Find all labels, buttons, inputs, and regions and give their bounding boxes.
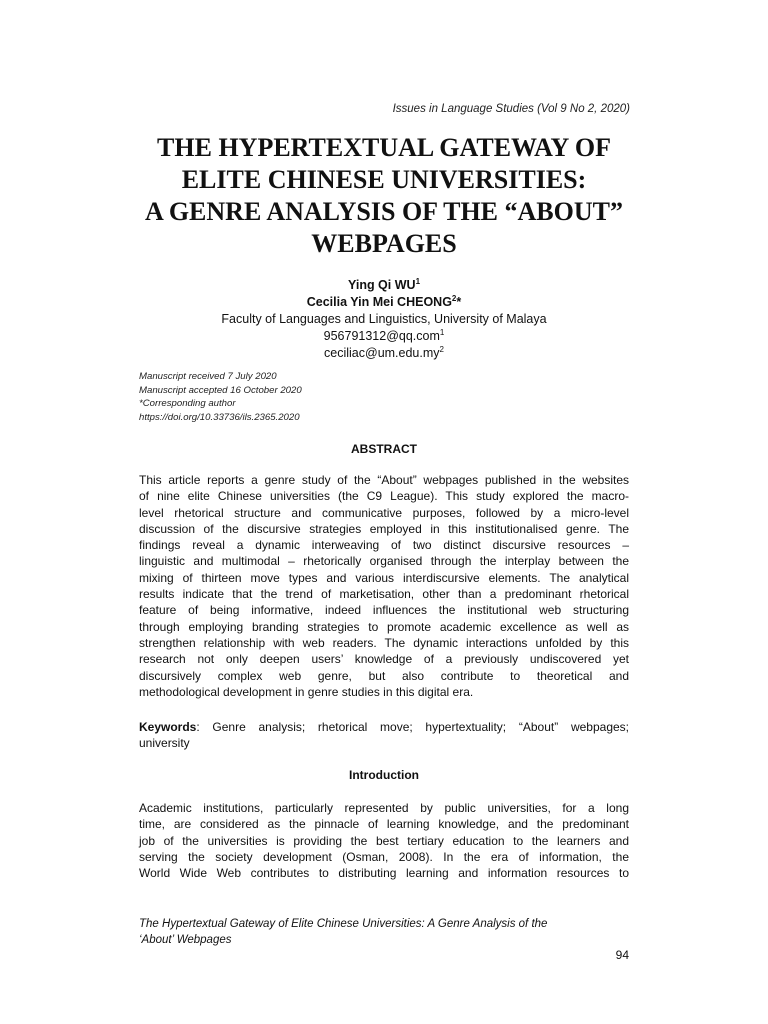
abstract-line: of nine elite Chinese universities (the C9 League). This study explored the macro- xyxy=(139,489,629,504)
abstract-line: This article reports a genre study of the “About” webpages published in the websites xyxy=(139,473,629,487)
abstract-line: research not only deepen users’ knowledge of a previously undiscovered yet xyxy=(139,652,629,667)
footer-running-title xyxy=(139,916,619,948)
footer-title-line: The Hypertextual Gateway of Elite Chinese Universities: A Genre Analysis of the xyxy=(139,918,548,930)
introduction-line: job of the universities is providing the best tertiary education to the learners and xyxy=(139,833,629,848)
title-line: THE HYPERTEXTUAL GATEWAY OF xyxy=(157,133,611,162)
keywords-line: Keywords: Genre analysis; rhetorical move; hypertextuality; “About” webpages; xyxy=(139,720,629,734)
manuscript-info xyxy=(139,370,302,424)
email-1: 956791312@qq.com$^1$ xyxy=(323,328,445,343)
introduction-line: World Wide Web contributes to distributing learning and information resources to xyxy=(139,866,629,881)
abstract-line: mixing of thirteen move types and various interdiscursive elements. The analytical xyxy=(139,570,629,585)
introduction-body xyxy=(139,800,629,881)
title-line: ELITE CHINESE UNIVERSITIES: xyxy=(181,165,587,194)
keywords-block xyxy=(139,719,629,752)
abstract-line: methodological development in genre studies in this digital era. xyxy=(139,684,474,699)
abstract-body xyxy=(139,472,629,700)
abstract-line: through employing branding strategies to promote academic excellence as well as xyxy=(139,619,629,634)
abstract-line: findings reveal a dynamic interweaving of two distinct discursive resources – xyxy=(139,538,629,553)
manuscript-received: Manuscript received 7 July 2020 xyxy=(139,371,277,382)
abstract-line: level rhetorical structure and communicative purposes, followed by a micro-level xyxy=(139,505,629,520)
introduction-line: Academic institutions, particularly represented by public universities, for a long xyxy=(139,801,629,815)
author-1: Ying Qi $WU^1$ xyxy=(347,277,421,292)
page-number: 94 xyxy=(615,948,629,962)
abstract-line: results indicate that the trend of marketisation, other than a predominant rhetorical xyxy=(139,587,629,602)
paper-title xyxy=(110,132,658,260)
affiliation: Faculty of Languages and Linguistics, University of Malaya xyxy=(221,312,547,326)
author-2: Cecilia Yin Mei CHEONG$^2$* xyxy=(306,294,462,309)
journal-header: Issues in Language Studies (Vol 9 No 2, 2020) xyxy=(392,103,630,115)
email-2: $ceciliac@um.edu.my^2$ xyxy=(324,345,444,360)
abstract-line: linguistic and multimodal – rhetorically organised through the interplay between the xyxy=(139,554,629,569)
introduction-line: serving the society development (Osman, 2008). In the era of information, the xyxy=(139,849,629,864)
introduction-heading: Introduction xyxy=(349,768,419,782)
abstract-line: feature of being informative, indeed influences the institutional web structuring xyxy=(139,603,629,618)
keywords-line: university xyxy=(139,736,190,751)
author-block xyxy=(120,277,648,362)
introduction-line: time, are considered as the pinnacle of learning knowledge, and the predominant xyxy=(139,817,629,832)
abstract-heading: ABSTRACT xyxy=(351,442,417,456)
manuscript-accepted: Manuscript accepted 16 October 2020 xyxy=(139,384,302,396)
abstract-line: discursively complex web genre, but also contribute to theoretical and xyxy=(139,668,629,683)
title-line: A GENRE ANALYSIS OF THE “ABOUT” xyxy=(144,197,623,226)
footer-title-line: ‘About’ Webpages xyxy=(139,934,232,946)
keywords-label: Keywords xyxy=(139,720,197,734)
title-line: WEBPAGES xyxy=(311,229,457,258)
abstract-line: strengthen relationship with web readers. The dynamic interactions unfolded by this xyxy=(139,635,629,650)
corresponding-note: *Corresponding author xyxy=(139,398,236,409)
abstract-line: discussion of the discursive strategies employed in this institutionalised genre. The xyxy=(139,521,629,536)
doi-link[interactable]: https://doi.org/10.33736/ils.2365.2020 xyxy=(139,411,300,423)
